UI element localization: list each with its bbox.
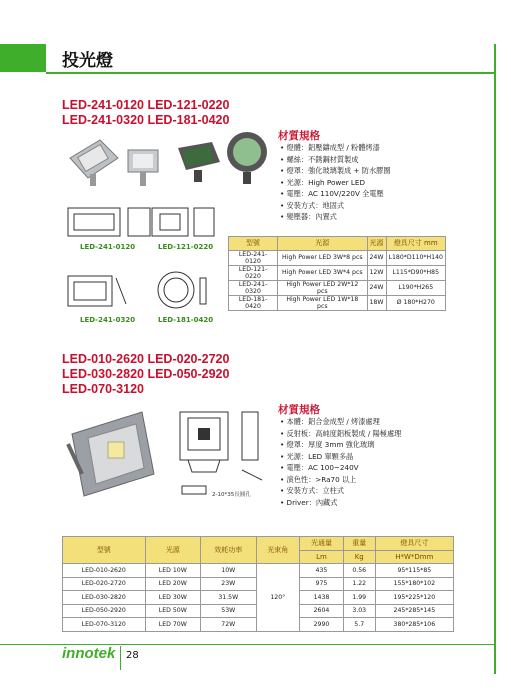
cell: 195*225*120: [375, 591, 453, 605]
table-subheader: H*W*Dmm: [375, 550, 453, 564]
floodlight-photo-4: [227, 132, 267, 184]
diagram-label: LED-241-0120: [80, 243, 136, 251]
spec-item: • 反射板：高純度鋁板製成 / 陽極處理: [280, 428, 401, 440]
table-header: 重量: [343, 537, 375, 551]
table-subheader: Lm: [300, 550, 344, 564]
table-header: 型號: [63, 537, 146, 564]
block2-model-line: LED-010-2620 LED-020-2720: [62, 352, 230, 366]
spec-item: • 燈罩：厚度 3mm 強化玻璃: [280, 439, 401, 451]
block2-product-photo: [62, 404, 162, 504]
block2-models: [62, 352, 229, 397]
table-header: 型號: [229, 237, 278, 251]
cell: L190*H265: [386, 280, 446, 295]
cell: LED 50W: [145, 604, 201, 618]
beam-angle-cell: 120°: [256, 564, 300, 632]
spec-item: • 安裝方式：立柱式: [280, 485, 401, 497]
spec-item: • 光源：LED 單顆多晶: [280, 451, 401, 463]
table-row: [63, 564, 454, 578]
cell: High Power LED 3W*8 pcs: [278, 250, 367, 265]
table-row: [229, 295, 446, 310]
header-accent-bar: [0, 44, 46, 72]
spec-item: • 本體：鋁合金成型 / 烤漆處理: [280, 416, 401, 428]
cell: High Power LED 2W*12 pcs: [278, 280, 367, 295]
diagram-label: LED-181-0420: [158, 316, 214, 324]
table-header: 光通量: [300, 537, 344, 551]
cell: LED-030-2820: [63, 591, 146, 605]
mount-hole-note: 2-10*35長圓孔: [212, 492, 251, 498]
spec-item: • 演色性：>Ra70 以上: [280, 474, 401, 486]
block2-model-line: LED-070-3120: [62, 382, 144, 396]
section-title: 投光燈: [62, 51, 113, 71]
table-subheader: Kg: [343, 550, 375, 564]
diagram-label: LED-241-0320: [80, 316, 136, 324]
cell: 1438: [300, 591, 344, 605]
cell: 245*285*145: [375, 604, 453, 618]
page-number: 28: [126, 650, 139, 661]
cell: 975: [300, 577, 344, 591]
block1-dimension-diagrams: [60, 200, 220, 330]
spec-item: • 安裝方式：地固式: [280, 200, 391, 212]
cell: 12W: [367, 265, 386, 280]
floodlight-photo-2: [128, 150, 158, 186]
cell: LED-121-0220: [229, 265, 278, 280]
block2-spec-list: [280, 416, 401, 508]
cell: 0.56: [343, 564, 375, 578]
floodlight-photo-3: [178, 142, 220, 182]
cell: 23W: [201, 577, 256, 591]
cell: LED 20W: [145, 577, 201, 591]
block1-product-photos: [60, 128, 270, 190]
cell: High Power LED 1W*18 pcs: [278, 295, 367, 310]
table-header: 燈具尺寸 mm: [386, 237, 446, 251]
cell: LED-010-2620: [63, 564, 146, 578]
block1-models: [62, 98, 229, 128]
cell: 10W: [201, 564, 256, 578]
cell: Ø 180*H270: [386, 295, 446, 310]
cell: LED-241-0120: [229, 250, 278, 265]
cell: LED-050-2920: [63, 604, 146, 618]
block2-spec-table: [62, 536, 454, 632]
cell: 5.7: [343, 618, 375, 632]
cell: LED 70W: [145, 618, 201, 632]
cell: LED-070-3120: [63, 618, 146, 632]
cell: High Power LED 3W*4 pcs: [278, 265, 367, 280]
spec-item: • 變壓器：內置式: [280, 211, 391, 223]
table-row: [229, 250, 446, 265]
spec-item: • 光源：High Power LED: [280, 177, 391, 189]
cell: 155*180*102: [375, 577, 453, 591]
spec-item: • 燈體：鋁壓鑄成型 / 粉體烤漆: [280, 142, 391, 154]
cell: 24W: [367, 250, 386, 265]
cell: L115*D90*H85: [386, 265, 446, 280]
cell: 380*285*106: [375, 618, 453, 632]
table-header: 光束角: [256, 537, 300, 564]
cell: 53W: [201, 604, 256, 618]
block1-model-line: LED-241-0320 LED-181-0420: [62, 113, 230, 127]
spec-item: • 電壓：AC 100~240V: [280, 462, 401, 474]
cell: LED-241-0320: [229, 280, 278, 295]
cell: 1.99: [343, 591, 375, 605]
cell: 95*115*85: [375, 564, 453, 578]
cell: 31.5W: [201, 591, 256, 605]
table-header: 效耗功率: [201, 537, 256, 564]
table-header: 燈具尺寸: [375, 537, 453, 551]
spec-item: • 電壓：AC 110V/220V 全電壓: [280, 188, 391, 200]
brand-logo: innotek: [62, 645, 116, 662]
cell: L180*D110*H140: [386, 250, 446, 265]
block1-spec-title: 材質規格: [278, 130, 320, 142]
table-header: 光源: [145, 537, 201, 564]
table-header: 光源: [278, 237, 367, 251]
cell: LED-181-0420: [229, 295, 278, 310]
table-header: 光源: [367, 237, 386, 251]
block1-spec-table: [228, 236, 446, 311]
diagram-label: LED-121-0220: [158, 243, 214, 251]
cell: 1.22: [343, 577, 375, 591]
cell: 72W: [201, 618, 256, 632]
footer-separator: [120, 646, 121, 670]
header-rule: [46, 44, 496, 74]
cell: 435: [300, 564, 344, 578]
cell: 2990: [300, 618, 344, 632]
right-margin-rule: [494, 44, 496, 674]
spec-item: • 螺絲：不銹鋼材質製成: [280, 154, 391, 166]
spec-item: • Driver：內藏式: [280, 497, 401, 509]
cell: 2604: [300, 604, 344, 618]
cell: LED 10W: [145, 564, 201, 578]
block1-model-line: LED-241-0120 LED-121-0220: [62, 98, 230, 112]
cell: 18W: [367, 295, 386, 310]
cell: 3.03: [343, 604, 375, 618]
table-row: [229, 265, 446, 280]
cell: LED 30W: [145, 591, 201, 605]
spec-item: • 燈罩：強化玻璃製成 + 防水膠圈: [280, 165, 391, 177]
table-row: [229, 280, 446, 295]
cell: LED-020-2720: [63, 577, 146, 591]
block2-model-line: LED-030-2820 LED-050-2920: [62, 367, 230, 381]
floodlight-photo-1: [70, 140, 118, 186]
block1-spec-list: [280, 142, 391, 223]
block2-spec-title: 材質規格: [278, 404, 320, 416]
cell: 24W: [367, 280, 386, 295]
